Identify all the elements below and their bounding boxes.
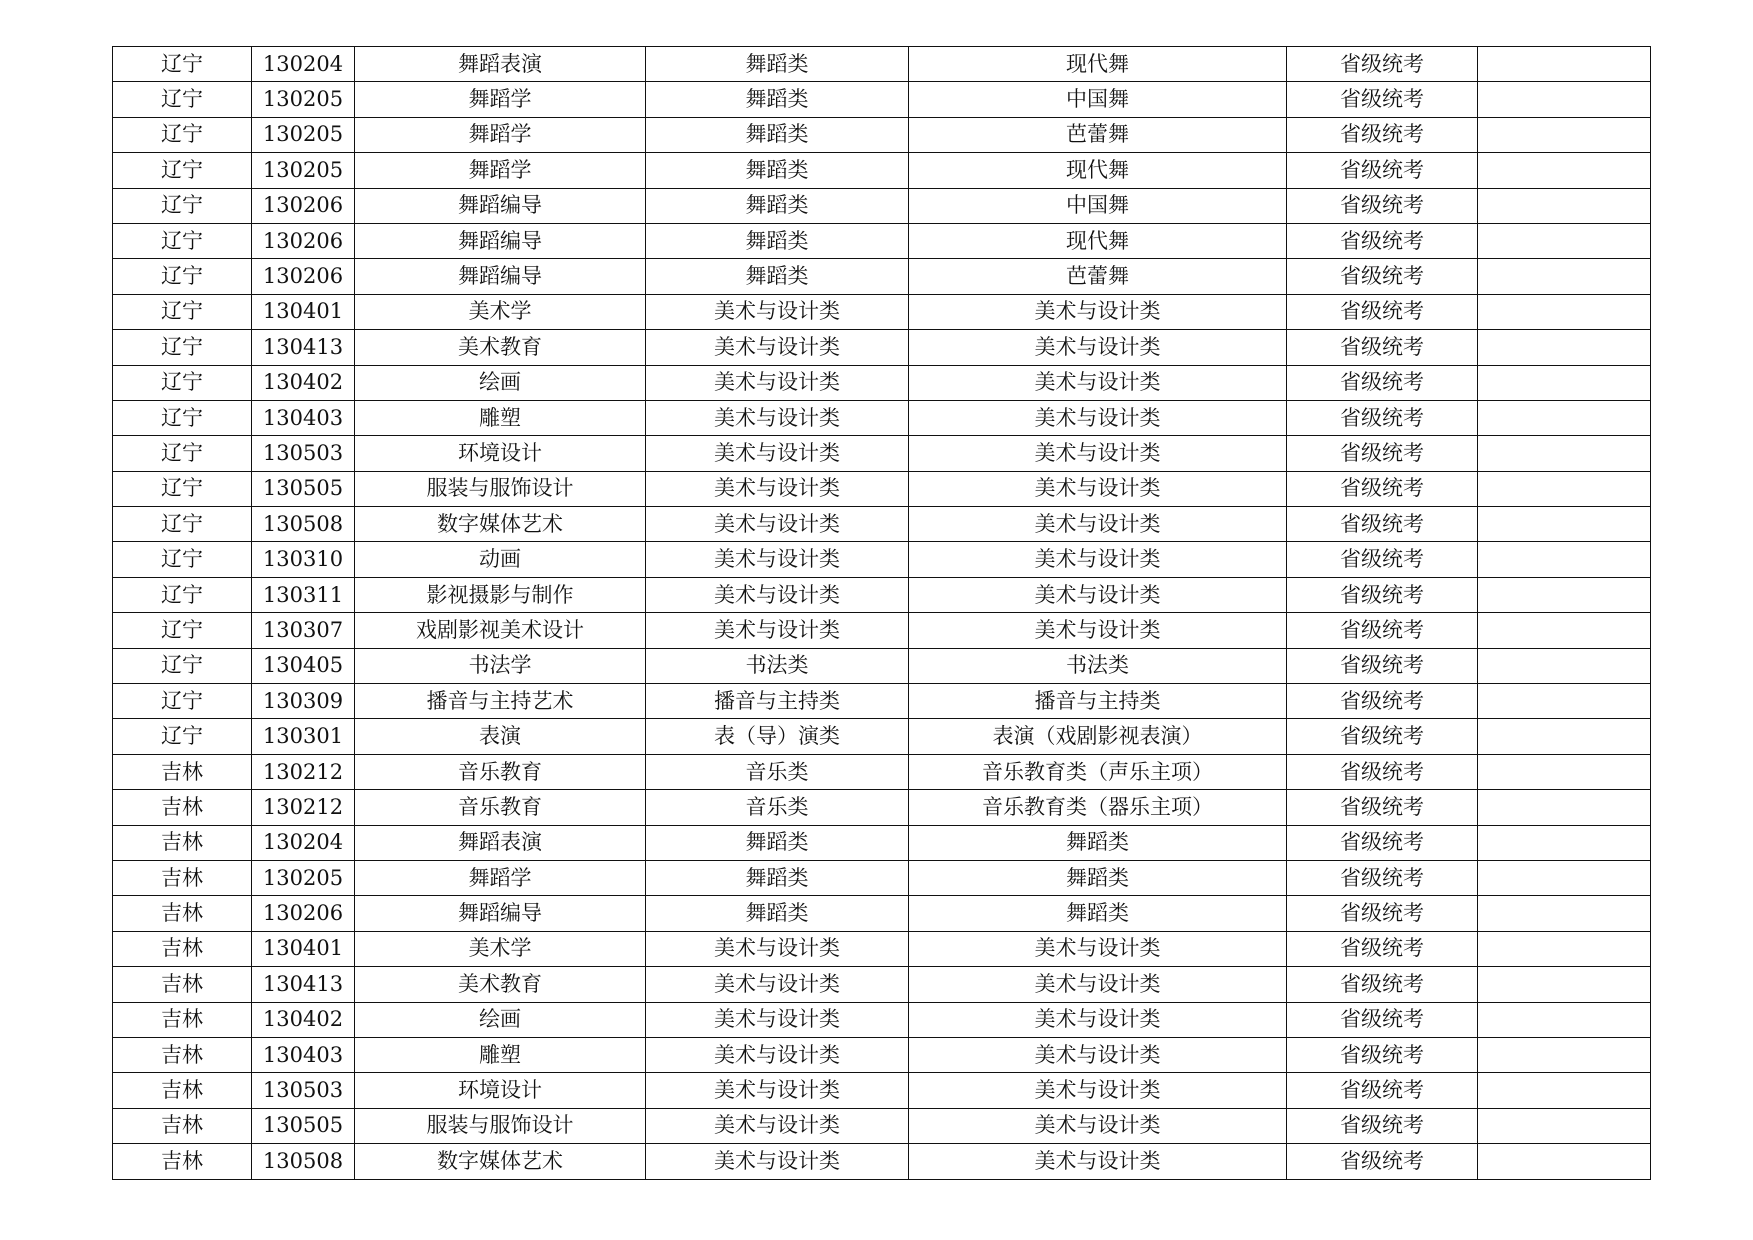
exam-subject-cell: 现代舞 <box>909 223 1287 258</box>
major-name-cell: 表演 <box>355 719 646 754</box>
province-cell: 吉林 <box>113 967 252 1002</box>
major-name-cell: 服装与服饰设计 <box>355 471 646 506</box>
major-name-cell: 美术学 <box>355 931 646 966</box>
exam-subject-cell: 美术与设计类 <box>909 507 1287 542</box>
category-cell: 美术与设计类 <box>646 1037 909 1072</box>
note-cell <box>1478 153 1651 188</box>
exam-type-cell: 省级统考 <box>1287 259 1478 294</box>
major-code-cell: 130301 <box>252 719 355 754</box>
exam-subject-cell: 中国舞 <box>909 188 1287 223</box>
major-code-cell: 130204 <box>252 825 355 860</box>
province-cell: 辽宁 <box>113 577 252 612</box>
major-code-cell: 130212 <box>252 790 355 825</box>
category-cell: 舞蹈类 <box>646 825 909 860</box>
note-cell <box>1478 259 1651 294</box>
province-cell: 辽宁 <box>113 294 252 329</box>
table-row <box>113 259 1651 294</box>
exam-type-cell: 省级统考 <box>1287 365 1478 400</box>
category-cell: 美术与设计类 <box>646 1108 909 1143</box>
major-code-cell: 130206 <box>252 223 355 258</box>
exam-type-cell: 省级统考 <box>1287 1037 1478 1072</box>
exam-type-cell: 省级统考 <box>1287 860 1478 895</box>
exam-type-cell: 省级统考 <box>1287 82 1478 117</box>
note-cell <box>1478 436 1651 471</box>
exam-type-cell: 省级统考 <box>1287 436 1478 471</box>
major-name-cell: 美术教育 <box>355 967 646 1002</box>
note-cell <box>1478 613 1651 648</box>
category-cell: 美术与设计类 <box>646 577 909 612</box>
major-code-cell: 130405 <box>252 648 355 683</box>
major-code-cell: 130205 <box>252 153 355 188</box>
category-cell: 美术与设计类 <box>646 507 909 542</box>
category-cell: 美术与设计类 <box>646 1073 909 1108</box>
major-name-cell: 数字媒体艺术 <box>355 507 646 542</box>
exam-subject-cell: 美术与设计类 <box>909 967 1287 1002</box>
exam-subject-cell: 美术与设计类 <box>909 1002 1287 1037</box>
category-cell: 舞蹈类 <box>646 860 909 895</box>
table-row <box>113 117 1651 152</box>
note-cell <box>1478 1002 1651 1037</box>
table-row <box>113 1108 1651 1143</box>
category-cell: 舞蹈类 <box>646 896 909 931</box>
major-name-cell: 影视摄影与制作 <box>355 577 646 612</box>
exam-subject-cell: 美术与设计类 <box>909 471 1287 506</box>
note-cell <box>1478 1037 1651 1072</box>
note-cell <box>1478 790 1651 825</box>
major-name-cell: 绘画 <box>355 1002 646 1037</box>
major-code-cell: 130205 <box>252 117 355 152</box>
province-cell: 吉林 <box>113 825 252 860</box>
table-row <box>113 365 1651 400</box>
category-cell: 美术与设计类 <box>646 294 909 329</box>
note-cell <box>1478 896 1651 931</box>
major-name-cell: 舞蹈学 <box>355 153 646 188</box>
table-row <box>113 542 1651 577</box>
exam-type-cell: 省级统考 <box>1287 577 1478 612</box>
exam-type-cell: 省级统考 <box>1287 542 1478 577</box>
exam-subject-cell: 美术与设计类 <box>909 330 1287 365</box>
table-row <box>113 507 1651 542</box>
exam-subject-cell: 美术与设计类 <box>909 1144 1287 1179</box>
note-cell <box>1478 684 1651 719</box>
major-name-cell: 播音与主持艺术 <box>355 684 646 719</box>
exam-type-cell: 省级统考 <box>1287 684 1478 719</box>
exam-type-cell: 省级统考 <box>1287 153 1478 188</box>
major-name-cell: 美术学 <box>355 294 646 329</box>
category-cell: 舞蹈类 <box>646 153 909 188</box>
province-cell: 辽宁 <box>113 259 252 294</box>
category-cell: 美术与设计类 <box>646 1002 909 1037</box>
exam-subject-cell: 美术与设计类 <box>909 542 1287 577</box>
major-name-cell: 雕塑 <box>355 1037 646 1072</box>
exam-subject-cell: 舞蹈类 <box>909 825 1287 860</box>
major-code-cell: 130311 <box>252 577 355 612</box>
note-cell <box>1478 860 1651 895</box>
major-name-cell: 环境设计 <box>355 436 646 471</box>
table-row <box>113 153 1651 188</box>
major-code-cell: 130401 <box>252 294 355 329</box>
province-cell: 辽宁 <box>113 684 252 719</box>
province-cell: 辽宁 <box>113 471 252 506</box>
table-row <box>113 400 1651 435</box>
note-cell <box>1478 117 1651 152</box>
major-code-cell: 130503 <box>252 1073 355 1108</box>
note-cell <box>1478 471 1651 506</box>
table-row <box>113 1037 1651 1072</box>
category-cell: 舞蹈类 <box>646 259 909 294</box>
major-name-cell: 舞蹈学 <box>355 860 646 895</box>
category-cell: 美术与设计类 <box>646 613 909 648</box>
province-cell: 吉林 <box>113 1108 252 1143</box>
exam-type-cell: 省级统考 <box>1287 117 1478 152</box>
province-cell: 吉林 <box>113 1037 252 1072</box>
exam-subject-cell: 美术与设计类 <box>909 365 1287 400</box>
major-code-cell: 130401 <box>252 931 355 966</box>
table-row <box>113 684 1651 719</box>
exam-type-cell: 省级统考 <box>1287 648 1478 683</box>
major-code-cell: 130206 <box>252 259 355 294</box>
table-row <box>113 613 1651 648</box>
category-cell: 美术与设计类 <box>646 436 909 471</box>
major-code-cell: 130309 <box>252 684 355 719</box>
category-cell: 美术与设计类 <box>646 330 909 365</box>
exam-type-cell: 省级统考 <box>1287 1073 1478 1108</box>
exam-type-cell: 省级统考 <box>1287 931 1478 966</box>
exam-type-cell: 省级统考 <box>1287 47 1478 82</box>
table-row <box>113 719 1651 754</box>
exam-subject-cell: 现代舞 <box>909 153 1287 188</box>
major-code-cell: 130403 <box>252 400 355 435</box>
exam-type-cell: 省级统考 <box>1287 896 1478 931</box>
major-code-cell: 130205 <box>252 860 355 895</box>
major-name-cell: 舞蹈编导 <box>355 223 646 258</box>
major-code-cell: 130413 <box>252 330 355 365</box>
province-cell: 辽宁 <box>113 436 252 471</box>
major-code-cell: 130402 <box>252 365 355 400</box>
major-name-cell: 环境设计 <box>355 1073 646 1108</box>
major-name-cell: 舞蹈表演 <box>355 47 646 82</box>
exam-subject-cell: 中国舞 <box>909 82 1287 117</box>
province-cell: 吉林 <box>113 896 252 931</box>
province-cell: 辽宁 <box>113 330 252 365</box>
exam-subject-cell: 美术与设计类 <box>909 436 1287 471</box>
table-row <box>113 790 1651 825</box>
major-name-cell: 舞蹈学 <box>355 117 646 152</box>
major-name-cell: 书法学 <box>355 648 646 683</box>
major-code-cell: 130402 <box>252 1002 355 1037</box>
major-name-cell: 舞蹈编导 <box>355 188 646 223</box>
exam-subject-cell: 美术与设计类 <box>909 1108 1287 1143</box>
province-cell: 辽宁 <box>113 117 252 152</box>
category-cell: 书法类 <box>646 648 909 683</box>
note-cell <box>1478 719 1651 754</box>
table-row <box>113 82 1651 117</box>
table-row <box>113 330 1651 365</box>
exam-subject-cell: 芭蕾舞 <box>909 117 1287 152</box>
exam-type-cell: 省级统考 <box>1287 754 1478 789</box>
table-row <box>113 825 1651 860</box>
province-cell: 辽宁 <box>113 223 252 258</box>
major-name-cell: 雕塑 <box>355 400 646 435</box>
note-cell <box>1478 400 1651 435</box>
major-code-cell: 130204 <box>252 47 355 82</box>
exam-subject-cell: 美术与设计类 <box>909 577 1287 612</box>
exam-subject-cell: 音乐教育类（器乐主项） <box>909 790 1287 825</box>
exam-subject-cell: 舞蹈类 <box>909 896 1287 931</box>
exam-type-cell: 省级统考 <box>1287 790 1478 825</box>
table-row <box>113 577 1651 612</box>
exam-subject-cell: 现代舞 <box>909 47 1287 82</box>
table-row <box>113 754 1651 789</box>
province-cell: 吉林 <box>113 754 252 789</box>
exam-type-cell: 省级统考 <box>1287 471 1478 506</box>
province-cell: 辽宁 <box>113 613 252 648</box>
note-cell <box>1478 188 1651 223</box>
exam-type-cell: 省级统考 <box>1287 330 1478 365</box>
note-cell <box>1478 754 1651 789</box>
note-cell <box>1478 1144 1651 1179</box>
note-cell <box>1478 967 1651 1002</box>
exam-type-cell: 省级统考 <box>1287 1002 1478 1037</box>
province-cell: 吉林 <box>113 790 252 825</box>
category-cell: 美术与设计类 <box>646 931 909 966</box>
note-cell <box>1478 294 1651 329</box>
province-cell: 辽宁 <box>113 648 252 683</box>
note-cell <box>1478 648 1651 683</box>
major-code-cell: 130206 <box>252 188 355 223</box>
province-cell: 辽宁 <box>113 542 252 577</box>
major-name-cell: 音乐教育 <box>355 754 646 789</box>
category-cell: 美术与设计类 <box>646 365 909 400</box>
exam-type-cell: 省级统考 <box>1287 294 1478 329</box>
exam-subject-cell: 音乐教育类（声乐主项） <box>909 754 1287 789</box>
major-name-cell: 音乐教育 <box>355 790 646 825</box>
exam-type-cell: 省级统考 <box>1287 1108 1478 1143</box>
major-code-cell: 130205 <box>252 82 355 117</box>
exam-type-cell: 省级统考 <box>1287 825 1478 860</box>
province-cell: 辽宁 <box>113 47 252 82</box>
note-cell <box>1478 542 1651 577</box>
major-name-cell: 戏剧影视美术设计 <box>355 613 646 648</box>
category-cell: 舞蹈类 <box>646 117 909 152</box>
province-cell: 辽宁 <box>113 719 252 754</box>
category-cell: 美术与设计类 <box>646 1144 909 1179</box>
table-row <box>113 1002 1651 1037</box>
note-cell <box>1478 365 1651 400</box>
major-code-cell: 130310 <box>252 542 355 577</box>
table-row <box>113 1073 1651 1108</box>
province-cell: 辽宁 <box>113 82 252 117</box>
note-cell <box>1478 1073 1651 1108</box>
category-cell: 舞蹈类 <box>646 223 909 258</box>
category-cell: 音乐类 <box>646 754 909 789</box>
major-name-cell: 美术教育 <box>355 330 646 365</box>
major-name-cell: 舞蹈学 <box>355 82 646 117</box>
exam-subject-cell: 表演（戏剧影视表演） <box>909 719 1287 754</box>
major-code-cell: 130413 <box>252 967 355 1002</box>
exam-type-cell: 省级统考 <box>1287 400 1478 435</box>
category-cell: 美术与设计类 <box>646 471 909 506</box>
category-cell: 表（导）演类 <box>646 719 909 754</box>
note-cell <box>1478 1108 1651 1143</box>
major-code-cell: 130503 <box>252 436 355 471</box>
major-code-cell: 130505 <box>252 1108 355 1143</box>
major-code-cell: 130212 <box>252 754 355 789</box>
province-cell: 吉林 <box>113 1144 252 1179</box>
major-name-cell: 绘画 <box>355 365 646 400</box>
table-row <box>113 223 1651 258</box>
exam-subject-cell: 美术与设计类 <box>909 400 1287 435</box>
table-row <box>113 648 1651 683</box>
category-cell: 美术与设计类 <box>646 542 909 577</box>
category-cell: 舞蹈类 <box>646 47 909 82</box>
note-cell <box>1478 330 1651 365</box>
table-row <box>113 931 1651 966</box>
major-name-cell: 动画 <box>355 542 646 577</box>
exam-subject-cell: 美术与设计类 <box>909 613 1287 648</box>
major-exam-table <box>112 46 1651 1180</box>
category-cell: 舞蹈类 <box>646 188 909 223</box>
exam-subject-cell: 美术与设计类 <box>909 931 1287 966</box>
note-cell <box>1478 507 1651 542</box>
table-row <box>113 896 1651 931</box>
major-code-cell: 130508 <box>252 507 355 542</box>
exam-subject-cell: 美术与设计类 <box>909 294 1287 329</box>
major-code-cell: 130403 <box>252 1037 355 1072</box>
province-cell: 吉林 <box>113 931 252 966</box>
category-cell: 播音与主持类 <box>646 684 909 719</box>
province-cell: 辽宁 <box>113 507 252 542</box>
table-row <box>113 860 1651 895</box>
province-cell: 辽宁 <box>113 365 252 400</box>
major-name-cell: 舞蹈编导 <box>355 259 646 294</box>
exam-type-cell: 省级统考 <box>1287 613 1478 648</box>
table-row <box>113 294 1651 329</box>
table-row <box>113 967 1651 1002</box>
note-cell <box>1478 931 1651 966</box>
major-name-cell: 舞蹈表演 <box>355 825 646 860</box>
exam-type-cell: 省级统考 <box>1287 967 1478 1002</box>
table-body <box>113 47 1651 1180</box>
table-row <box>113 188 1651 223</box>
province-cell: 辽宁 <box>113 188 252 223</box>
exam-subject-cell: 书法类 <box>909 648 1287 683</box>
note-cell <box>1478 82 1651 117</box>
exam-subject-cell: 美术与设计类 <box>909 1037 1287 1072</box>
province-cell: 辽宁 <box>113 400 252 435</box>
exam-type-cell: 省级统考 <box>1287 719 1478 754</box>
exam-type-cell: 省级统考 <box>1287 188 1478 223</box>
document-page <box>112 46 1650 1180</box>
major-code-cell: 130508 <box>252 1144 355 1179</box>
exam-type-cell: 省级统考 <box>1287 1144 1478 1179</box>
major-name-cell: 数字媒体艺术 <box>355 1144 646 1179</box>
note-cell <box>1478 223 1651 258</box>
province-cell: 吉林 <box>113 860 252 895</box>
table-row <box>113 471 1651 506</box>
note-cell <box>1478 825 1651 860</box>
major-name-cell: 服装与服饰设计 <box>355 1108 646 1143</box>
category-cell: 美术与设计类 <box>646 400 909 435</box>
major-code-cell: 130505 <box>252 471 355 506</box>
table-row <box>113 436 1651 471</box>
table-row <box>113 47 1651 82</box>
major-code-cell: 130307 <box>252 613 355 648</box>
exam-type-cell: 省级统考 <box>1287 223 1478 258</box>
major-name-cell: 舞蹈编导 <box>355 896 646 931</box>
exam-subject-cell: 美术与设计类 <box>909 1073 1287 1108</box>
province-cell: 吉林 <box>113 1073 252 1108</box>
exam-type-cell: 省级统考 <box>1287 507 1478 542</box>
major-code-cell: 130206 <box>252 896 355 931</box>
category-cell: 美术与设计类 <box>646 967 909 1002</box>
note-cell <box>1478 47 1651 82</box>
province-cell: 吉林 <box>113 1002 252 1037</box>
note-cell <box>1478 577 1651 612</box>
table-row <box>113 1144 1651 1179</box>
exam-subject-cell: 舞蹈类 <box>909 860 1287 895</box>
exam-subject-cell: 芭蕾舞 <box>909 259 1287 294</box>
category-cell: 舞蹈类 <box>646 82 909 117</box>
category-cell: 音乐类 <box>646 790 909 825</box>
exam-subject-cell: 播音与主持类 <box>909 684 1287 719</box>
province-cell: 辽宁 <box>113 153 252 188</box>
